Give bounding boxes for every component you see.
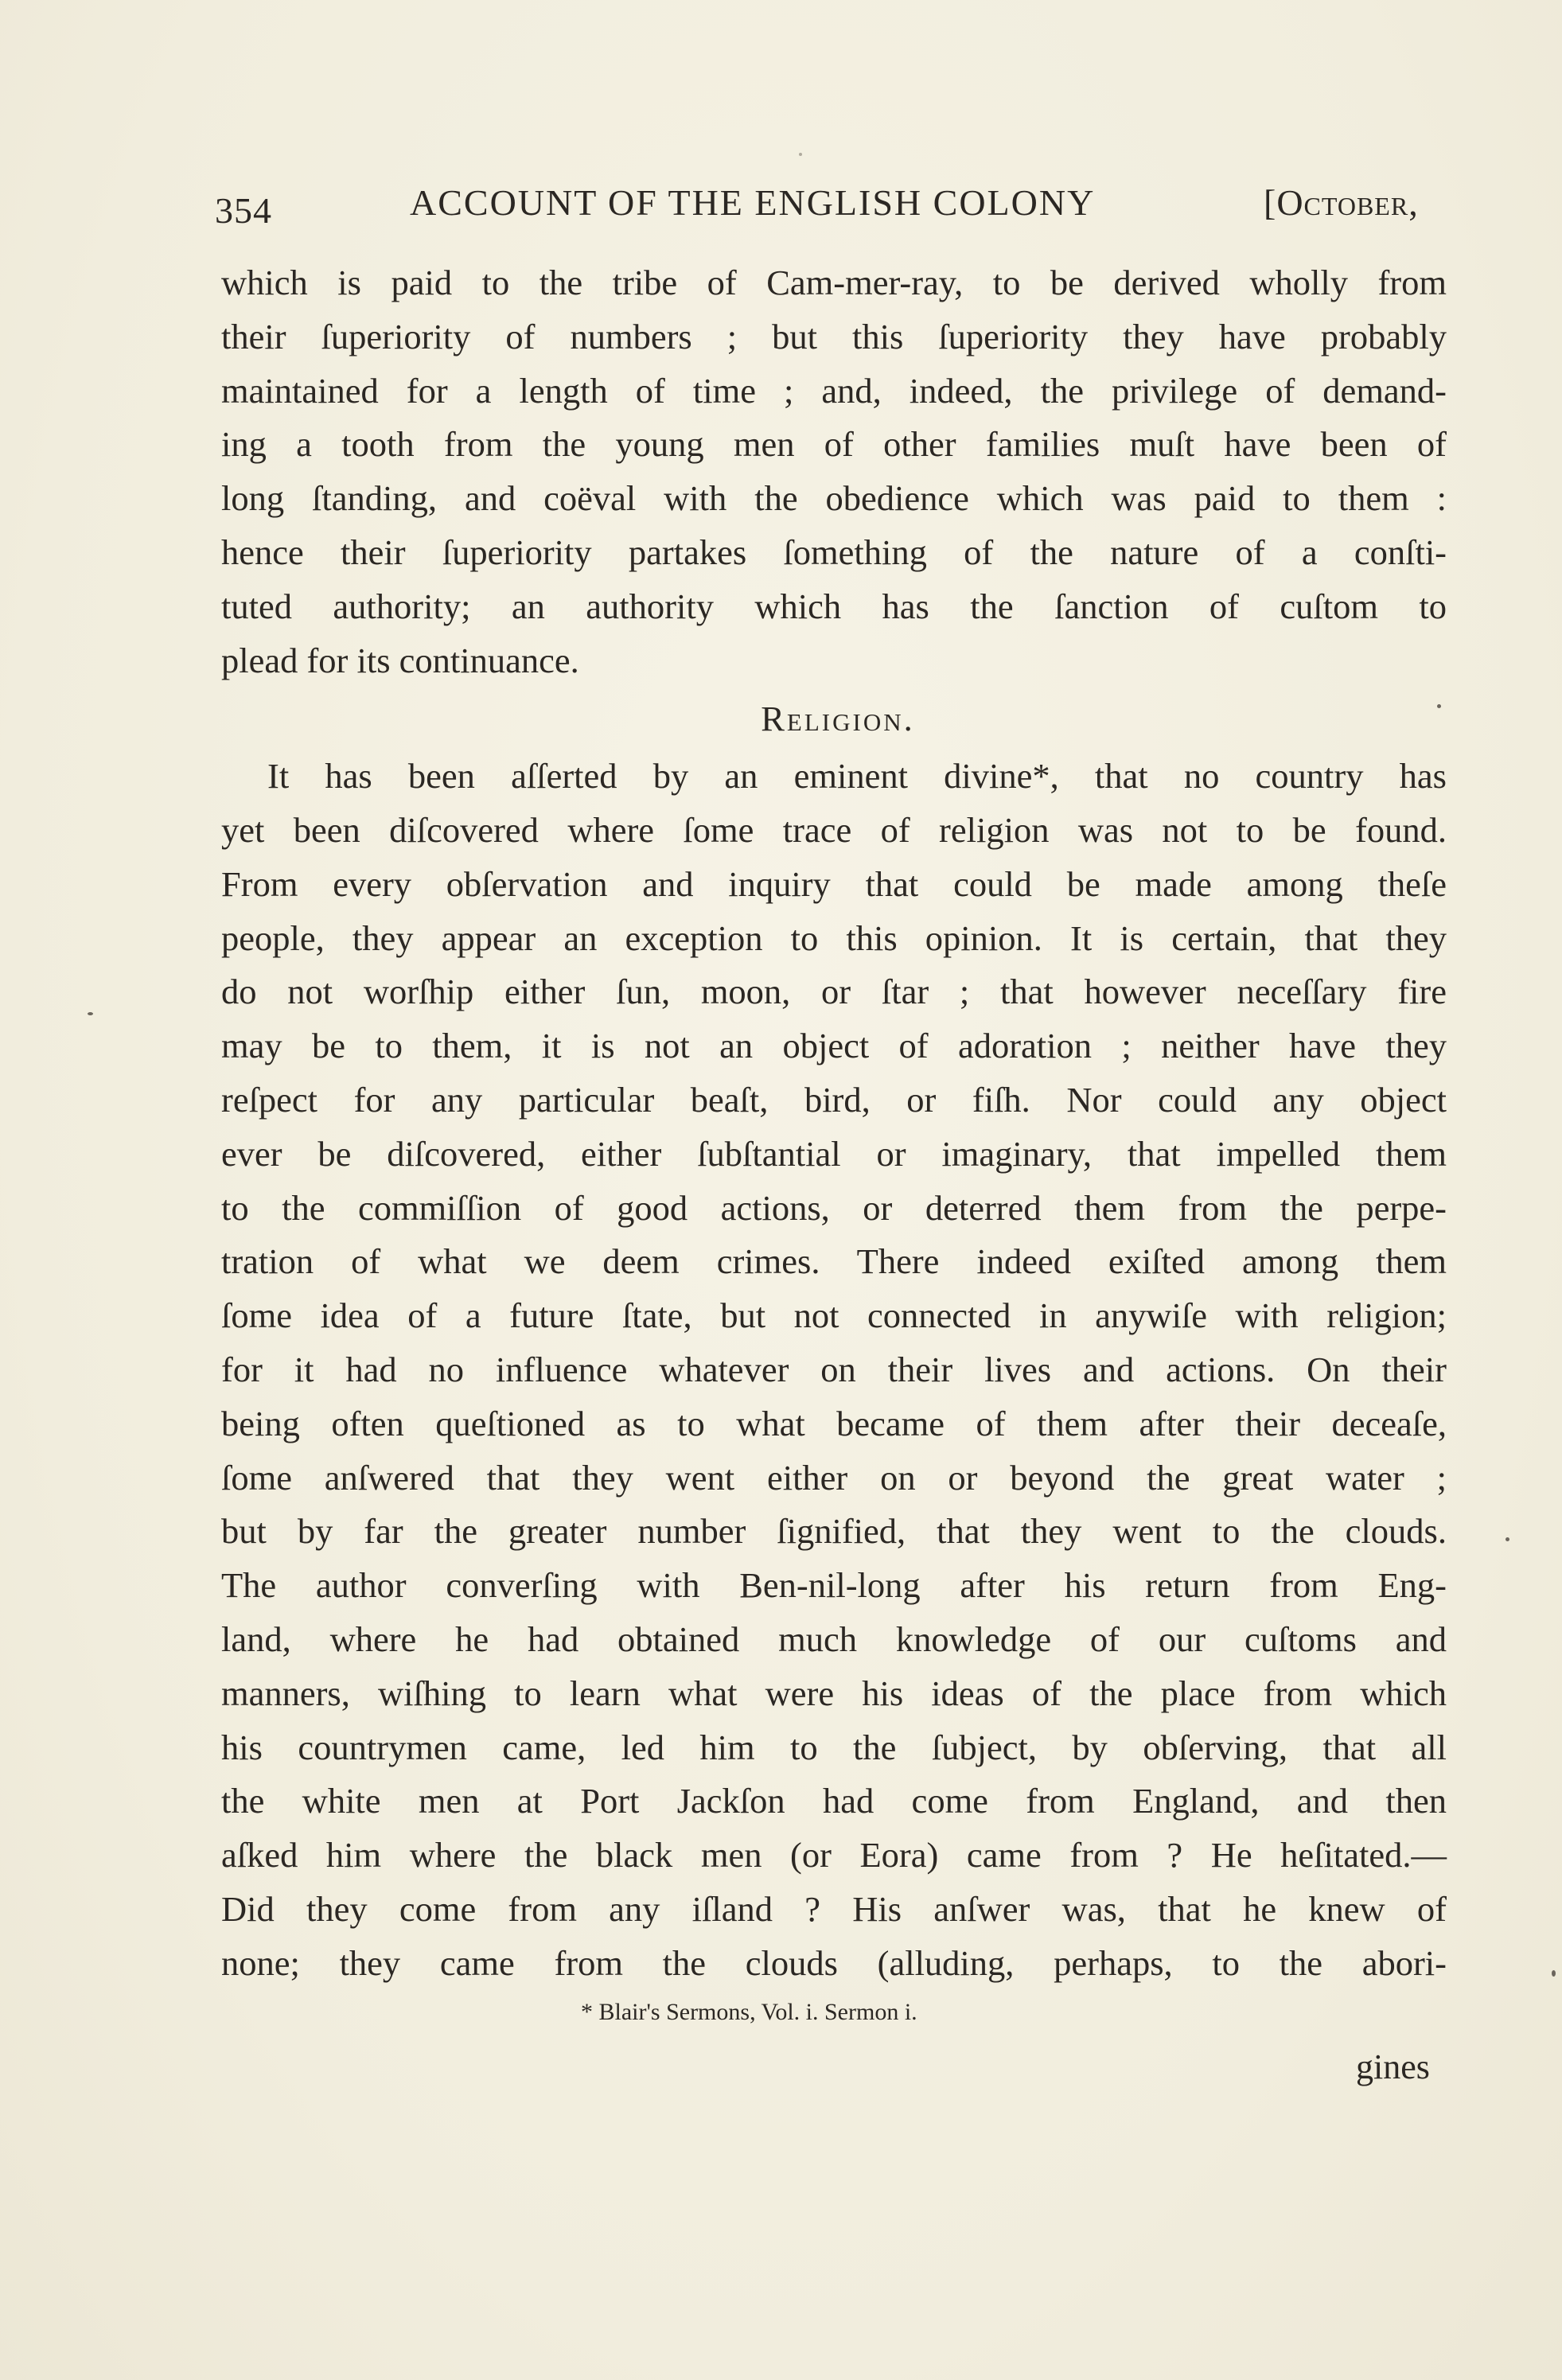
paragraph-2	[221, 750, 1447, 1990]
paper-speck	[88, 1012, 93, 1015]
text-line: long ſtanding, and coëval with the obedience which was paid to them :	[221, 478, 1447, 519]
text-line: may be to them, it is not an object of adoration ; neither have they	[221, 1026, 1447, 1066]
text-line: do not worſhip either ſun, moon, or ſtar ; that however neceſſary fire	[221, 972, 1447, 1012]
text-line: being often queſtioned as to what became of them after their deceaſe,	[221, 1403, 1447, 1443]
paragraph-1	[221, 256, 1447, 688]
text-line: maintained for a length of time ; and, indeed, the privilege of demand-	[221, 370, 1447, 411]
paper-speck	[1437, 704, 1441, 708]
text-line: The author converſing with Ben-nil-long after his return from Eng-	[221, 1565, 1447, 1606]
paper-speck	[799, 153, 802, 156]
text-line: From every obſervation and inquiry that could be made among theſe	[221, 863, 1447, 904]
text-line: none; they came from the clouds (alluding, perhaps, to the abori-	[221, 1942, 1447, 1983]
text-line: tuted authority; an authority which has the ſanction of cuſtom to	[221, 586, 1447, 626]
paper-speck	[1506, 1537, 1509, 1541]
body-text	[221, 256, 1447, 1991]
text-line: manners, wiſhing to learn what were his ideas of the place from which	[221, 1673, 1447, 1713]
page-number: 354	[215, 190, 272, 231]
text-line: yet been diſcovered where ſome trace of religion was not to be found.	[221, 809, 1447, 850]
text-line: the white men at Port Jackſon had come from England, and then	[221, 1781, 1447, 1821]
text-line: but by far the greater number ſignified, that they went to the clouds.	[221, 1511, 1447, 1552]
footnote: * Blair's Sermons, Vol. i. Sermon i.	[581, 1999, 917, 2025]
text-line: It has been aſſerted by an eminent divine*, that no country has	[267, 756, 1447, 797]
running-title: ACCOUNT OF THE ENGLISH COLONY	[410, 182, 1096, 223]
page-header	[215, 181, 1456, 237]
running-month: [October,	[1264, 182, 1419, 223]
text-line: land, where he had obtained much knowledge of our cuſtoms and	[221, 1618, 1447, 1659]
text-line: reſpect for any particular beaſt, bird, or fiſh. Nor could any object	[221, 1079, 1447, 1120]
text-line: to the commiſſion of good actions, or deterred them from the perpe-	[221, 1187, 1447, 1228]
text-line: hence their ſuperiority partakes ſomething of the nature of a conſti-	[221, 532, 1447, 572]
text-line: ſome idea of a future ſtate, but not connected in anywiſe with religion;	[221, 1295, 1447, 1336]
text-line: ſome anſwered that they went either on or beyond the great water ;	[221, 1457, 1447, 1498]
text-line: plead for its continuance.	[221, 640, 579, 680]
text-line: his countrymen came, led him to the ſubject, by obſerving, that all	[221, 1727, 1447, 1767]
text-line: people, they appear an exception to this opinion. It is certain, that they	[221, 917, 1447, 958]
paper-speck	[1552, 1970, 1556, 1977]
text-line: ever be diſcovered, either ſubſtantial or imaginary, that impelled them	[221, 1133, 1447, 1174]
text-line: aſked him where the black men (or Eora) came from ? He heſitated.—	[221, 1835, 1447, 1876]
text-line: for it had no influence whatever on their lives and actions. On their	[221, 1349, 1447, 1389]
text-line: ing a tooth from the young men of other families muſt have been of	[221, 424, 1447, 465]
section-heading: Religion.	[761, 699, 915, 739]
text-line: Did they come from any iſland ? His anſwer was, that he knew of	[221, 1888, 1447, 1929]
text-line: which is paid to the tribe of Cam-mer-ray, to be derived wholly from	[221, 263, 1447, 302]
text-line: their ſuperiority of numbers ; but this ſuperiority they have probably	[221, 316, 1447, 356]
catchword: gines	[1356, 2047, 1430, 2086]
text-line: tration of what we deem crimes. There indeed exiſted among them	[221, 1241, 1447, 1282]
